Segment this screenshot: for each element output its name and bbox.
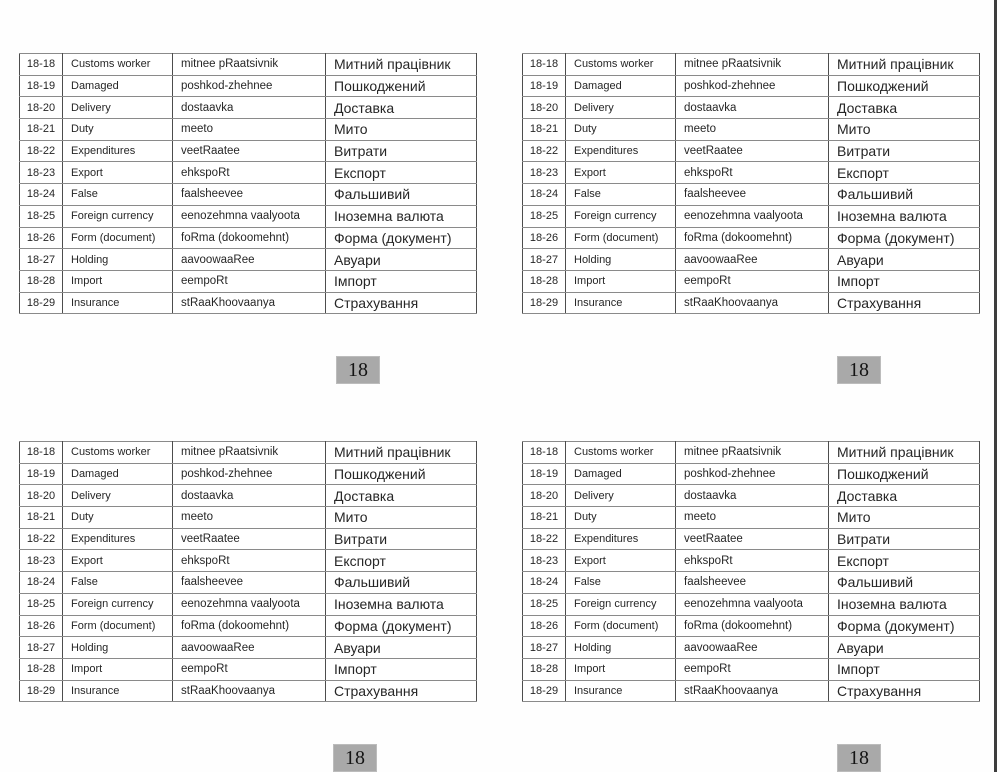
vocab-english-cell: Foreign currency [566, 593, 676, 615]
vocab-id-cell: 18-21 [20, 119, 63, 141]
table-row [20, 249, 477, 271]
vocab-id-cell: 18-23 [523, 162, 566, 184]
vocab-transliteration-cell: eenozehmna vaalyoota [173, 205, 326, 227]
vocab-english-cell: Expenditures [63, 528, 173, 550]
vocab-id-cell: 18-25 [523, 205, 566, 227]
vocab-ukrainian-cell: Витрати [326, 140, 477, 162]
vocab-transliteration-cell: veetRaatee [676, 140, 829, 162]
vocab-ukrainian-cell: Фальшивий [829, 572, 980, 594]
vocab-transliteration-cell: foRma (dokoomehnt) [173, 615, 326, 637]
table-row [20, 75, 477, 97]
vocab-english-cell: Duty [63, 507, 173, 529]
vocab-transliteration-cell: meeto [173, 119, 326, 141]
vocab-ukrainian-cell: Експорт [326, 162, 477, 184]
vocab-transliteration-cell: veetRaatee [676, 528, 829, 550]
vocab-ukrainian-cell: Пошкоджений [326, 75, 477, 97]
vocabulary-table-top-right [522, 53, 980, 314]
vocab-transliteration-cell: poshkod-zhehnee [676, 75, 829, 97]
vocab-id-cell: 18-29 [523, 292, 566, 314]
vocab-transliteration-cell: eenozehmna vaalyoota [676, 205, 829, 227]
vocab-english-cell: Insurance [63, 680, 173, 702]
vocab-ukrainian-cell: Митний працівник [829, 54, 980, 76]
table-row [523, 680, 980, 702]
vocab-transliteration-cell: dostaavka [676, 485, 829, 507]
vocab-id-cell: 18-29 [20, 292, 63, 314]
vocab-ukrainian-cell: Імпорт [829, 270, 980, 292]
vocab-transliteration-cell: ehkspoRt [676, 550, 829, 572]
table-row [20, 54, 477, 76]
vocab-id-cell: 18-25 [20, 593, 63, 615]
vocab-transliteration-cell: faalsheevee [676, 572, 829, 594]
vocab-transliteration-cell: stRaaKhoovaanya [173, 292, 326, 314]
vocabulary-table-top-left [19, 53, 477, 314]
vocab-english-cell: Form (document) [63, 615, 173, 637]
vocab-id-cell: 18-28 [523, 270, 566, 292]
vocab-transliteration-cell: aavoowaaRee [173, 637, 326, 659]
vocab-english-cell: Damaged [566, 75, 676, 97]
vocab-ukrainian-cell: Мито [326, 507, 477, 529]
vocab-english-cell: Form (document) [566, 227, 676, 249]
vocab-transliteration-cell: dostaavka [676, 97, 829, 119]
table-row [20, 637, 477, 659]
vocab-id-cell: 18-18 [20, 54, 63, 76]
vocab-english-cell: Import [63, 658, 173, 680]
table-row [523, 140, 980, 162]
table-row [20, 184, 477, 206]
vocab-transliteration-cell: veetRaatee [173, 528, 326, 550]
table-row [523, 615, 980, 637]
vocab-english-cell: Insurance [566, 680, 676, 702]
vocab-english-cell: False [566, 572, 676, 594]
vocab-id-cell: 18-22 [523, 140, 566, 162]
vocab-ukrainian-cell: Форма (документ) [829, 227, 980, 249]
table-row [523, 658, 980, 680]
vocabulary-table-bottom-left [19, 441, 477, 702]
vocab-english-cell: Customs worker [63, 54, 173, 76]
vocab-transliteration-cell: poshkod-zhehnee [676, 463, 829, 485]
vocab-ukrainian-cell: Витрати [829, 528, 980, 550]
vocab-ukrainian-cell: Мито [829, 119, 980, 141]
vocab-ukrainian-cell: Іноземна валюта [829, 205, 980, 227]
table-row [523, 292, 980, 314]
vocab-ukrainian-cell: Іноземна валюта [326, 205, 477, 227]
table-row [523, 249, 980, 271]
table-row [20, 463, 477, 485]
vocab-transliteration-cell: meeto [676, 507, 829, 529]
vocab-english-cell: Export [566, 162, 676, 184]
vocab-ukrainian-cell: Експорт [829, 162, 980, 184]
vocab-english-cell: Expenditures [566, 528, 676, 550]
vocab-transliteration-cell: eenozehmna vaalyoota [173, 593, 326, 615]
vocab-ukrainian-cell: Страхування [829, 292, 980, 314]
table-row [20, 140, 477, 162]
vocab-id-cell: 18-21 [523, 119, 566, 141]
table-row [20, 205, 477, 227]
vocab-id-cell: 18-18 [20, 442, 63, 464]
vocab-id-cell: 18-24 [523, 572, 566, 594]
vocab-id-cell: 18-28 [20, 270, 63, 292]
vocab-transliteration-cell: mitnee pRaatsivnik [676, 54, 829, 76]
vocab-english-cell: Insurance [566, 292, 676, 314]
vocab-english-cell: Damaged [63, 75, 173, 97]
table-row [523, 463, 980, 485]
vocab-id-cell: 18-27 [523, 637, 566, 659]
vocab-id-cell: 18-21 [523, 507, 566, 529]
vocabulary-table-body [523, 54, 980, 314]
vocab-english-cell: Form (document) [566, 615, 676, 637]
vocab-transliteration-cell: eempoRt [676, 658, 829, 680]
vocab-transliteration-cell: dostaavka [173, 97, 326, 119]
table-row [20, 550, 477, 572]
vocab-id-cell: 18-20 [523, 485, 566, 507]
vocab-id-cell: 18-20 [523, 97, 566, 119]
scan-edge-border [994, 0, 997, 772]
page-number-badge: 18 [838, 357, 880, 383]
vocab-english-cell: Customs worker [566, 442, 676, 464]
vocabulary-table-bottom-right [522, 441, 980, 702]
vocab-english-cell: Delivery [63, 97, 173, 119]
vocab-id-cell: 18-23 [20, 162, 63, 184]
vocab-english-cell: Foreign currency [63, 205, 173, 227]
vocabulary-table-body [20, 442, 477, 702]
table-row [523, 54, 980, 76]
table-row [20, 680, 477, 702]
vocab-id-cell: 18-18 [523, 54, 566, 76]
table-row [523, 572, 980, 594]
vocab-ukrainian-cell: Митний працівник [326, 442, 477, 464]
vocab-id-cell: 18-23 [20, 550, 63, 572]
vocab-english-cell: False [566, 184, 676, 206]
table-row [20, 162, 477, 184]
table-row [523, 485, 980, 507]
vocab-transliteration-cell: stRaaKhoovaanya [676, 292, 829, 314]
vocab-english-cell: Form (document) [63, 227, 173, 249]
vocab-english-cell: Export [566, 550, 676, 572]
vocab-ukrainian-cell: Іноземна валюта [326, 593, 477, 615]
vocab-transliteration-cell: stRaaKhoovaanya [173, 680, 326, 702]
vocab-id-cell: 18-19 [523, 75, 566, 97]
vocab-transliteration-cell: dostaavka [173, 485, 326, 507]
vocab-english-cell: Holding [63, 249, 173, 271]
vocab-transliteration-cell: veetRaatee [173, 140, 326, 162]
vocab-transliteration-cell: mitnee pRaatsivnik [173, 442, 326, 464]
vocab-ukrainian-cell: Фальшивий [326, 572, 477, 594]
vocab-transliteration-cell: aavoowaaRee [676, 249, 829, 271]
vocab-transliteration-cell: foRma (dokoomehnt) [173, 227, 326, 249]
table-row [523, 119, 980, 141]
vocab-english-cell: Expenditures [566, 140, 676, 162]
vocab-id-cell: 18-24 [20, 184, 63, 206]
table-row [523, 184, 980, 206]
vocab-ukrainian-cell: Страхування [326, 680, 477, 702]
vocab-id-cell: 18-22 [523, 528, 566, 550]
vocab-transliteration-cell: mitnee pRaatsivnik [676, 442, 829, 464]
vocab-english-cell: False [63, 572, 173, 594]
vocab-transliteration-cell: ehkspoRt [676, 162, 829, 184]
vocab-english-cell: Duty [566, 119, 676, 141]
table-row [20, 572, 477, 594]
page-number-badge: 18 [838, 745, 880, 771]
vocab-ukrainian-cell: Експорт [326, 550, 477, 572]
vocab-id-cell: 18-18 [523, 442, 566, 464]
table-row [523, 97, 980, 119]
vocab-english-cell: Duty [566, 507, 676, 529]
vocab-ukrainian-cell: Авуари [829, 249, 980, 271]
table-row [523, 227, 980, 249]
table-row [523, 75, 980, 97]
vocab-id-cell: 18-26 [20, 227, 63, 249]
table-row [20, 507, 477, 529]
vocab-id-cell: 18-20 [20, 485, 63, 507]
table-row [523, 205, 980, 227]
vocabulary-table-body [523, 442, 980, 702]
table-row [20, 658, 477, 680]
vocab-ukrainian-cell: Митний працівник [829, 442, 980, 464]
vocab-transliteration-cell: stRaaKhoovaanya [676, 680, 829, 702]
vocab-id-cell: 18-19 [523, 463, 566, 485]
vocab-ukrainian-cell: Форма (документ) [829, 615, 980, 637]
vocab-english-cell: Duty [63, 119, 173, 141]
vocab-id-cell: 18-23 [523, 550, 566, 572]
vocab-id-cell: 18-24 [20, 572, 63, 594]
vocab-english-cell: False [63, 184, 173, 206]
vocab-english-cell: Foreign currency [566, 205, 676, 227]
vocab-transliteration-cell: faalsheevee [173, 184, 326, 206]
vocab-ukrainian-cell: Доставка [829, 485, 980, 507]
vocab-ukrainian-cell: Митний працівник [326, 54, 477, 76]
vocab-transliteration-cell: poshkod-zhehnee [173, 75, 326, 97]
vocab-english-cell: Expenditures [63, 140, 173, 162]
vocab-ukrainian-cell: Витрати [326, 528, 477, 550]
vocab-english-cell: Import [566, 270, 676, 292]
table-row [20, 97, 477, 119]
vocab-ukrainian-cell: Пошкоджений [829, 463, 980, 485]
vocab-english-cell: Customs worker [63, 442, 173, 464]
vocab-ukrainian-cell: Експорт [829, 550, 980, 572]
vocab-ukrainian-cell: Пошкоджений [829, 75, 980, 97]
vocab-english-cell: Customs worker [566, 54, 676, 76]
vocab-english-cell: Delivery [63, 485, 173, 507]
vocab-id-cell: 18-29 [20, 680, 63, 702]
table-row [20, 292, 477, 314]
vocab-ukrainian-cell: Витрати [829, 140, 980, 162]
vocab-ukrainian-cell: Форма (документ) [326, 615, 477, 637]
vocab-ukrainian-cell: Авуари [829, 637, 980, 659]
vocab-id-cell: 18-29 [523, 680, 566, 702]
vocab-ukrainian-cell: Страхування [829, 680, 980, 702]
vocab-transliteration-cell: aavoowaaRee [173, 249, 326, 271]
vocab-ukrainian-cell: Імпорт [829, 658, 980, 680]
vocab-transliteration-cell: foRma (dokoomehnt) [676, 227, 829, 249]
vocab-id-cell: 18-25 [20, 205, 63, 227]
vocab-ukrainian-cell: Фальшивий [326, 184, 477, 206]
vocab-id-cell: 18-26 [20, 615, 63, 637]
vocab-ukrainian-cell: Авуари [326, 637, 477, 659]
vocab-english-cell: Holding [566, 249, 676, 271]
vocab-transliteration-cell: aavoowaaRee [676, 637, 829, 659]
table-row [20, 528, 477, 550]
vocab-ukrainian-cell: Пошкоджений [326, 463, 477, 485]
vocab-transliteration-cell: faalsheevee [676, 184, 829, 206]
vocab-english-cell: Delivery [566, 485, 676, 507]
page-number-badge: 18 [334, 745, 376, 771]
table-row [523, 528, 980, 550]
vocab-ukrainian-cell: Мито [326, 119, 477, 141]
vocab-id-cell: 18-27 [20, 637, 63, 659]
vocab-transliteration-cell: foRma (dokoomehnt) [676, 615, 829, 637]
table-row [523, 162, 980, 184]
vocab-id-cell: 18-22 [20, 528, 63, 550]
vocab-id-cell: 18-27 [523, 249, 566, 271]
vocab-english-cell: Delivery [566, 97, 676, 119]
vocab-id-cell: 18-25 [523, 593, 566, 615]
vocabulary-table-body [20, 54, 477, 314]
vocab-id-cell: 18-20 [20, 97, 63, 119]
vocab-english-cell: Damaged [63, 463, 173, 485]
vocab-ukrainian-cell: Імпорт [326, 270, 477, 292]
table-row [523, 507, 980, 529]
vocab-ukrainian-cell: Доставка [829, 97, 980, 119]
vocab-transliteration-cell: ehkspoRt [173, 550, 326, 572]
vocab-ukrainian-cell: Форма (документ) [326, 227, 477, 249]
vocab-id-cell: 18-27 [20, 249, 63, 271]
table-row [20, 442, 477, 464]
table-row [523, 593, 980, 615]
vocab-id-cell: 18-26 [523, 227, 566, 249]
vocab-ukrainian-cell: Імпорт [326, 658, 477, 680]
vocab-id-cell: 18-28 [20, 658, 63, 680]
vocab-english-cell: Damaged [566, 463, 676, 485]
vocab-id-cell: 18-19 [20, 75, 63, 97]
vocab-ukrainian-cell: Іноземна валюта [829, 593, 980, 615]
vocab-english-cell: Holding [63, 637, 173, 659]
table-row [20, 485, 477, 507]
vocab-transliteration-cell: eenozehmna vaalyoota [676, 593, 829, 615]
vocab-transliteration-cell: meeto [173, 507, 326, 529]
vocab-transliteration-cell: ehkspoRt [173, 162, 326, 184]
vocab-ukrainian-cell: Фальшивий [829, 184, 980, 206]
vocab-english-cell: Export [63, 550, 173, 572]
vocab-transliteration-cell: eempoRt [676, 270, 829, 292]
vocab-transliteration-cell: faalsheevee [173, 572, 326, 594]
table-row [20, 227, 477, 249]
vocab-ukrainian-cell: Доставка [326, 97, 477, 119]
vocab-english-cell: Foreign currency [63, 593, 173, 615]
vocab-id-cell: 18-21 [20, 507, 63, 529]
table-row [523, 270, 980, 292]
vocab-ukrainian-cell: Авуари [326, 249, 477, 271]
vocab-ukrainian-cell: Страхування [326, 292, 477, 314]
vocab-transliteration-cell: mitnee pRaatsivnik [173, 54, 326, 76]
table-row [523, 442, 980, 464]
table-row [20, 119, 477, 141]
vocab-transliteration-cell: poshkod-zhehnee [173, 463, 326, 485]
table-row [20, 593, 477, 615]
vocab-transliteration-cell: meeto [676, 119, 829, 141]
vocab-id-cell: 18-26 [523, 615, 566, 637]
table-row [20, 270, 477, 292]
vocab-id-cell: 18-19 [20, 463, 63, 485]
vocab-transliteration-cell: eempoRt [173, 658, 326, 680]
table-row [523, 637, 980, 659]
vocab-id-cell: 18-22 [20, 140, 63, 162]
vocab-english-cell: Holding [566, 637, 676, 659]
vocab-transliteration-cell: eempoRt [173, 270, 326, 292]
vocab-id-cell: 18-28 [523, 658, 566, 680]
page-number-badge: 18 [337, 357, 379, 383]
vocab-id-cell: 18-24 [523, 184, 566, 206]
table-row [20, 615, 477, 637]
vocab-english-cell: Import [566, 658, 676, 680]
table-row [523, 550, 980, 572]
vocab-ukrainian-cell: Доставка [326, 485, 477, 507]
vocab-ukrainian-cell: Мито [829, 507, 980, 529]
vocab-english-cell: Import [63, 270, 173, 292]
vocab-english-cell: Export [63, 162, 173, 184]
vocab-english-cell: Insurance [63, 292, 173, 314]
